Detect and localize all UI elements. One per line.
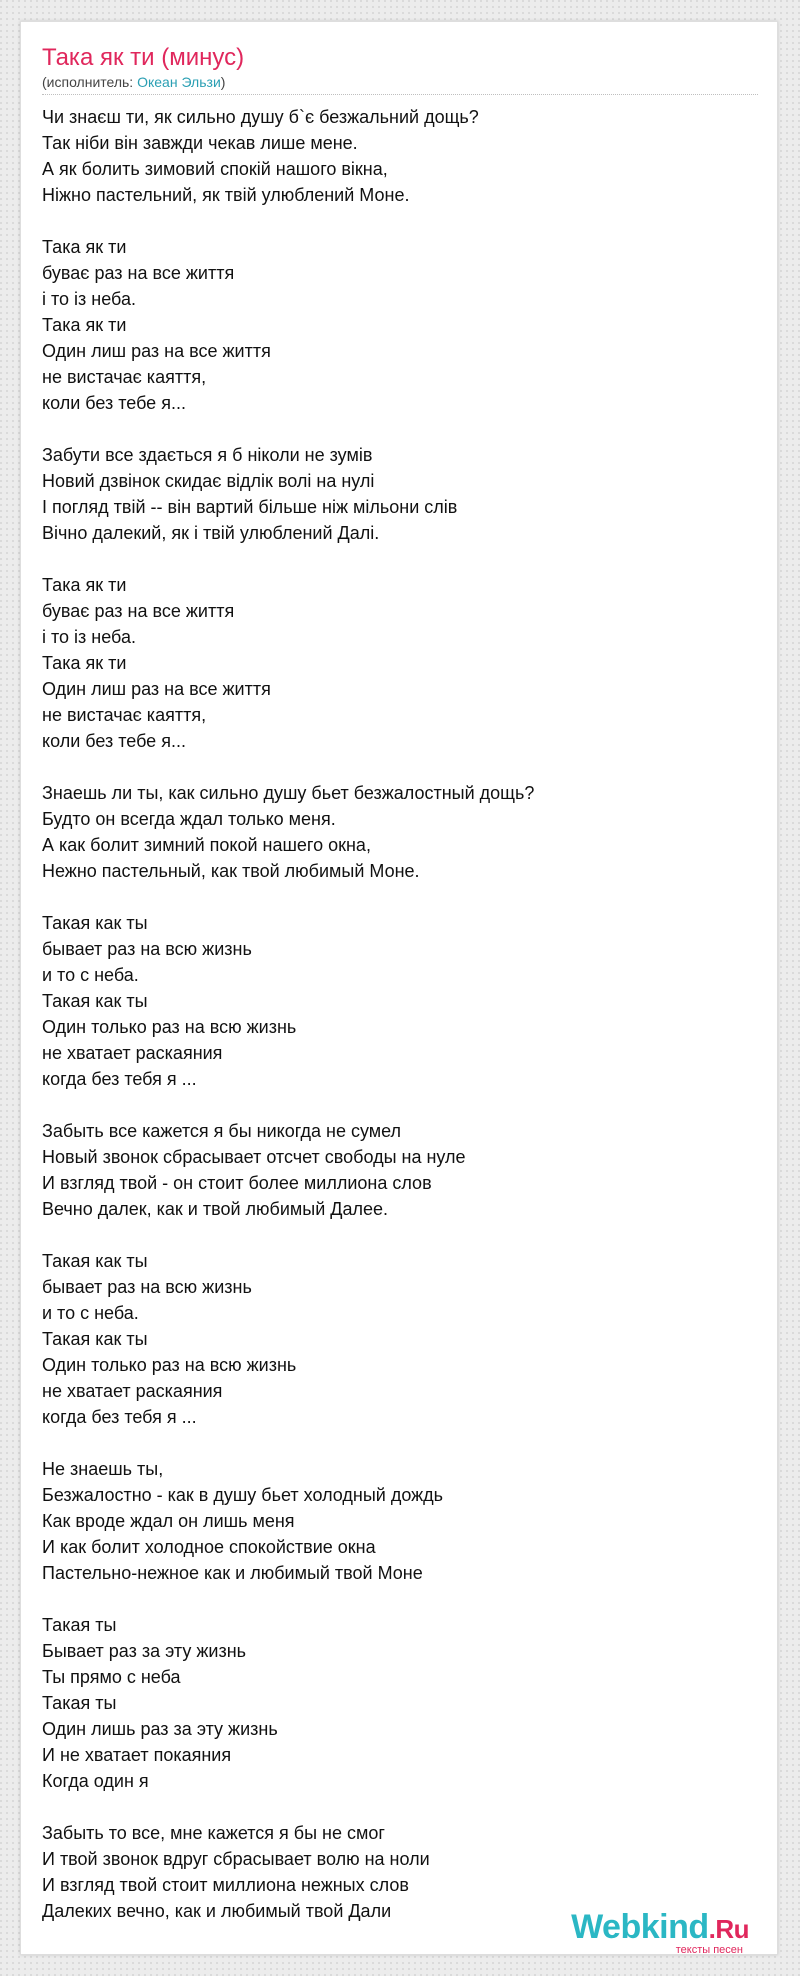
artist-prefix: (исполнитель: [42, 74, 138, 90]
lyric-line: Забыть то все, мне кажется я бы не смог [42, 1823, 385, 1843]
artist-link[interactable]: Океан Эльзи [137, 74, 221, 90]
lyric-line: Чи знаєш ти, як сильно душу б`є безжальний дощь? [42, 107, 479, 127]
lyric-line: Так ніби він завжди чекав лише мене. [42, 133, 358, 153]
lyric-line: коли без тебе я... [42, 393, 186, 413]
lyric-line: не хватает раскаяния [42, 1381, 223, 1401]
stanza [42, 1456, 758, 1586]
stanza [42, 572, 758, 754]
lyric-line: и то с неба. [42, 1303, 139, 1323]
logo-wordmark [571, 1910, 749, 1946]
lyric-line: И твой звонок вдруг сбрасывает волю на ноли [42, 1849, 430, 1869]
lyrics-body [42, 104, 758, 1924]
lyric-line: Такая ты [42, 1615, 117, 1635]
lyric-line: Вічно далекий, як і твій улюблений Далі. [42, 523, 380, 543]
lyric-line: Такая как ты [42, 991, 148, 1011]
lyric-line: Будто он всегда ждал только меня. [42, 809, 336, 829]
lyric-line: і то із неба. [42, 289, 136, 309]
lyric-line: Такая ты [42, 1693, 117, 1713]
lyric-line: не хватает раскаяния [42, 1043, 223, 1063]
lyric-line: Така як ти [42, 575, 127, 595]
logo-main-text: Webkind [571, 1908, 709, 1946]
logo-subtitle: тексты песен [675, 1944, 743, 1956]
lyric-line: Така як ти [42, 237, 127, 257]
lyric-line: И взгляд твой - он стоит более миллиона слов [42, 1173, 432, 1193]
stanza [42, 1612, 758, 1794]
artist-suffix: ) [220, 74, 226, 90]
lyric-line: Такая как ты [42, 1251, 148, 1271]
lyric-line: Ніжно пастельний, як твій улюблений Моне. [42, 185, 410, 205]
lyric-line: и то с неба. [42, 965, 139, 985]
lyric-line: Забути все здається я б ніколи не зумів [42, 445, 373, 465]
lyric-line: бывает раз на всю жизнь [42, 1277, 252, 1297]
lyric-line: А як болить зимовий спокій нашого вікна, [42, 159, 388, 179]
stanza [42, 234, 758, 416]
lyric-line: И как болит холодное спокойствие окна [42, 1537, 376, 1557]
lyric-line: Ты прямо с неба [42, 1667, 181, 1687]
lyric-line: Один лишь раз за эту жизнь [42, 1719, 278, 1739]
stanza [42, 104, 758, 208]
lyric-line: Такая как ты [42, 1329, 148, 1349]
stanza [42, 442, 758, 546]
lyric-line: Бывает раз за эту жизнь [42, 1641, 247, 1661]
stanza [42, 910, 758, 1092]
lyric-line: буває раз на все життя [42, 263, 235, 283]
lyric-line: Один только раз на всю жизнь [42, 1355, 297, 1375]
stanza [42, 1248, 758, 1430]
lyric-line: Когда один я [42, 1771, 149, 1791]
lyric-line: Знаешь ли ты, как сильно душу бьет безжалостный дощь? [42, 783, 535, 803]
lyric-line: і то із неба. [42, 627, 136, 647]
lyric-line: не вистачає каяття, [42, 705, 207, 725]
lyric-line: буває раз на все життя [42, 601, 235, 621]
artist-line [42, 73, 758, 95]
stanza [42, 780, 758, 884]
lyric-line: когда без тебя я ... [42, 1407, 197, 1427]
lyric-line: Безжалостно - как в душу бьет холодный дождь [42, 1485, 444, 1505]
lyric-line: Пастельно-нежное как и любимый твой Моне [42, 1563, 423, 1583]
lyric-line: Один только раз на всю жизнь [42, 1017, 297, 1037]
lyric-line: Один лиш раз на все життя [42, 341, 271, 361]
lyric-line: Далеких вечно, как и любимый твой Дали [42, 1901, 392, 1921]
page-title: Така як ти (минус) [42, 44, 245, 71]
lyric-line: не вистачає каяття, [42, 367, 207, 387]
logo-ru-text: .Ru [708, 1914, 749, 1944]
lyric-line: Така як ти [42, 653, 127, 673]
lyric-line: Один лиш раз на все життя [42, 679, 271, 699]
lyric-line: Не знаешь ты, [42, 1459, 164, 1479]
lyric-line: бывает раз на всю жизнь [42, 939, 252, 959]
lyric-line: И не хватает покаяния [42, 1745, 232, 1765]
lyric-line: Новий дзвінок скидає відлік волі на нулі [42, 471, 375, 491]
lyric-line: Как вроде ждал он лишь меня [42, 1511, 295, 1531]
lyric-line: И взгляд твой стоит миллиона нежных слов [42, 1875, 409, 1895]
lyric-line: А как болит зимний покой нашего окна, [42, 835, 371, 855]
lyric-line: Така як ти [42, 315, 127, 335]
lyric-line: Новый звонок сбрасывает отсчет свободы на нуле [42, 1147, 466, 1167]
lyric-line: Нежно пастельный, как твой любимый Моне. [42, 861, 420, 881]
lyric-line: Вечно далек, как и твой любимый Далее. [42, 1199, 388, 1219]
stanza [42, 1118, 758, 1222]
lyrics-card [20, 21, 778, 1955]
lyric-line: Такая как ты [42, 913, 148, 933]
site-logo[interactable] [571, 1910, 749, 1956]
lyric-line: І погляд твій -- він вартий більше ніж мільони слів [42, 497, 458, 517]
lyric-line: коли без тебе я... [42, 731, 186, 751]
lyric-line: когда без тебя я ... [42, 1069, 197, 1089]
lyric-line: Забыть все кажется я бы никогда не сумел [42, 1121, 402, 1141]
